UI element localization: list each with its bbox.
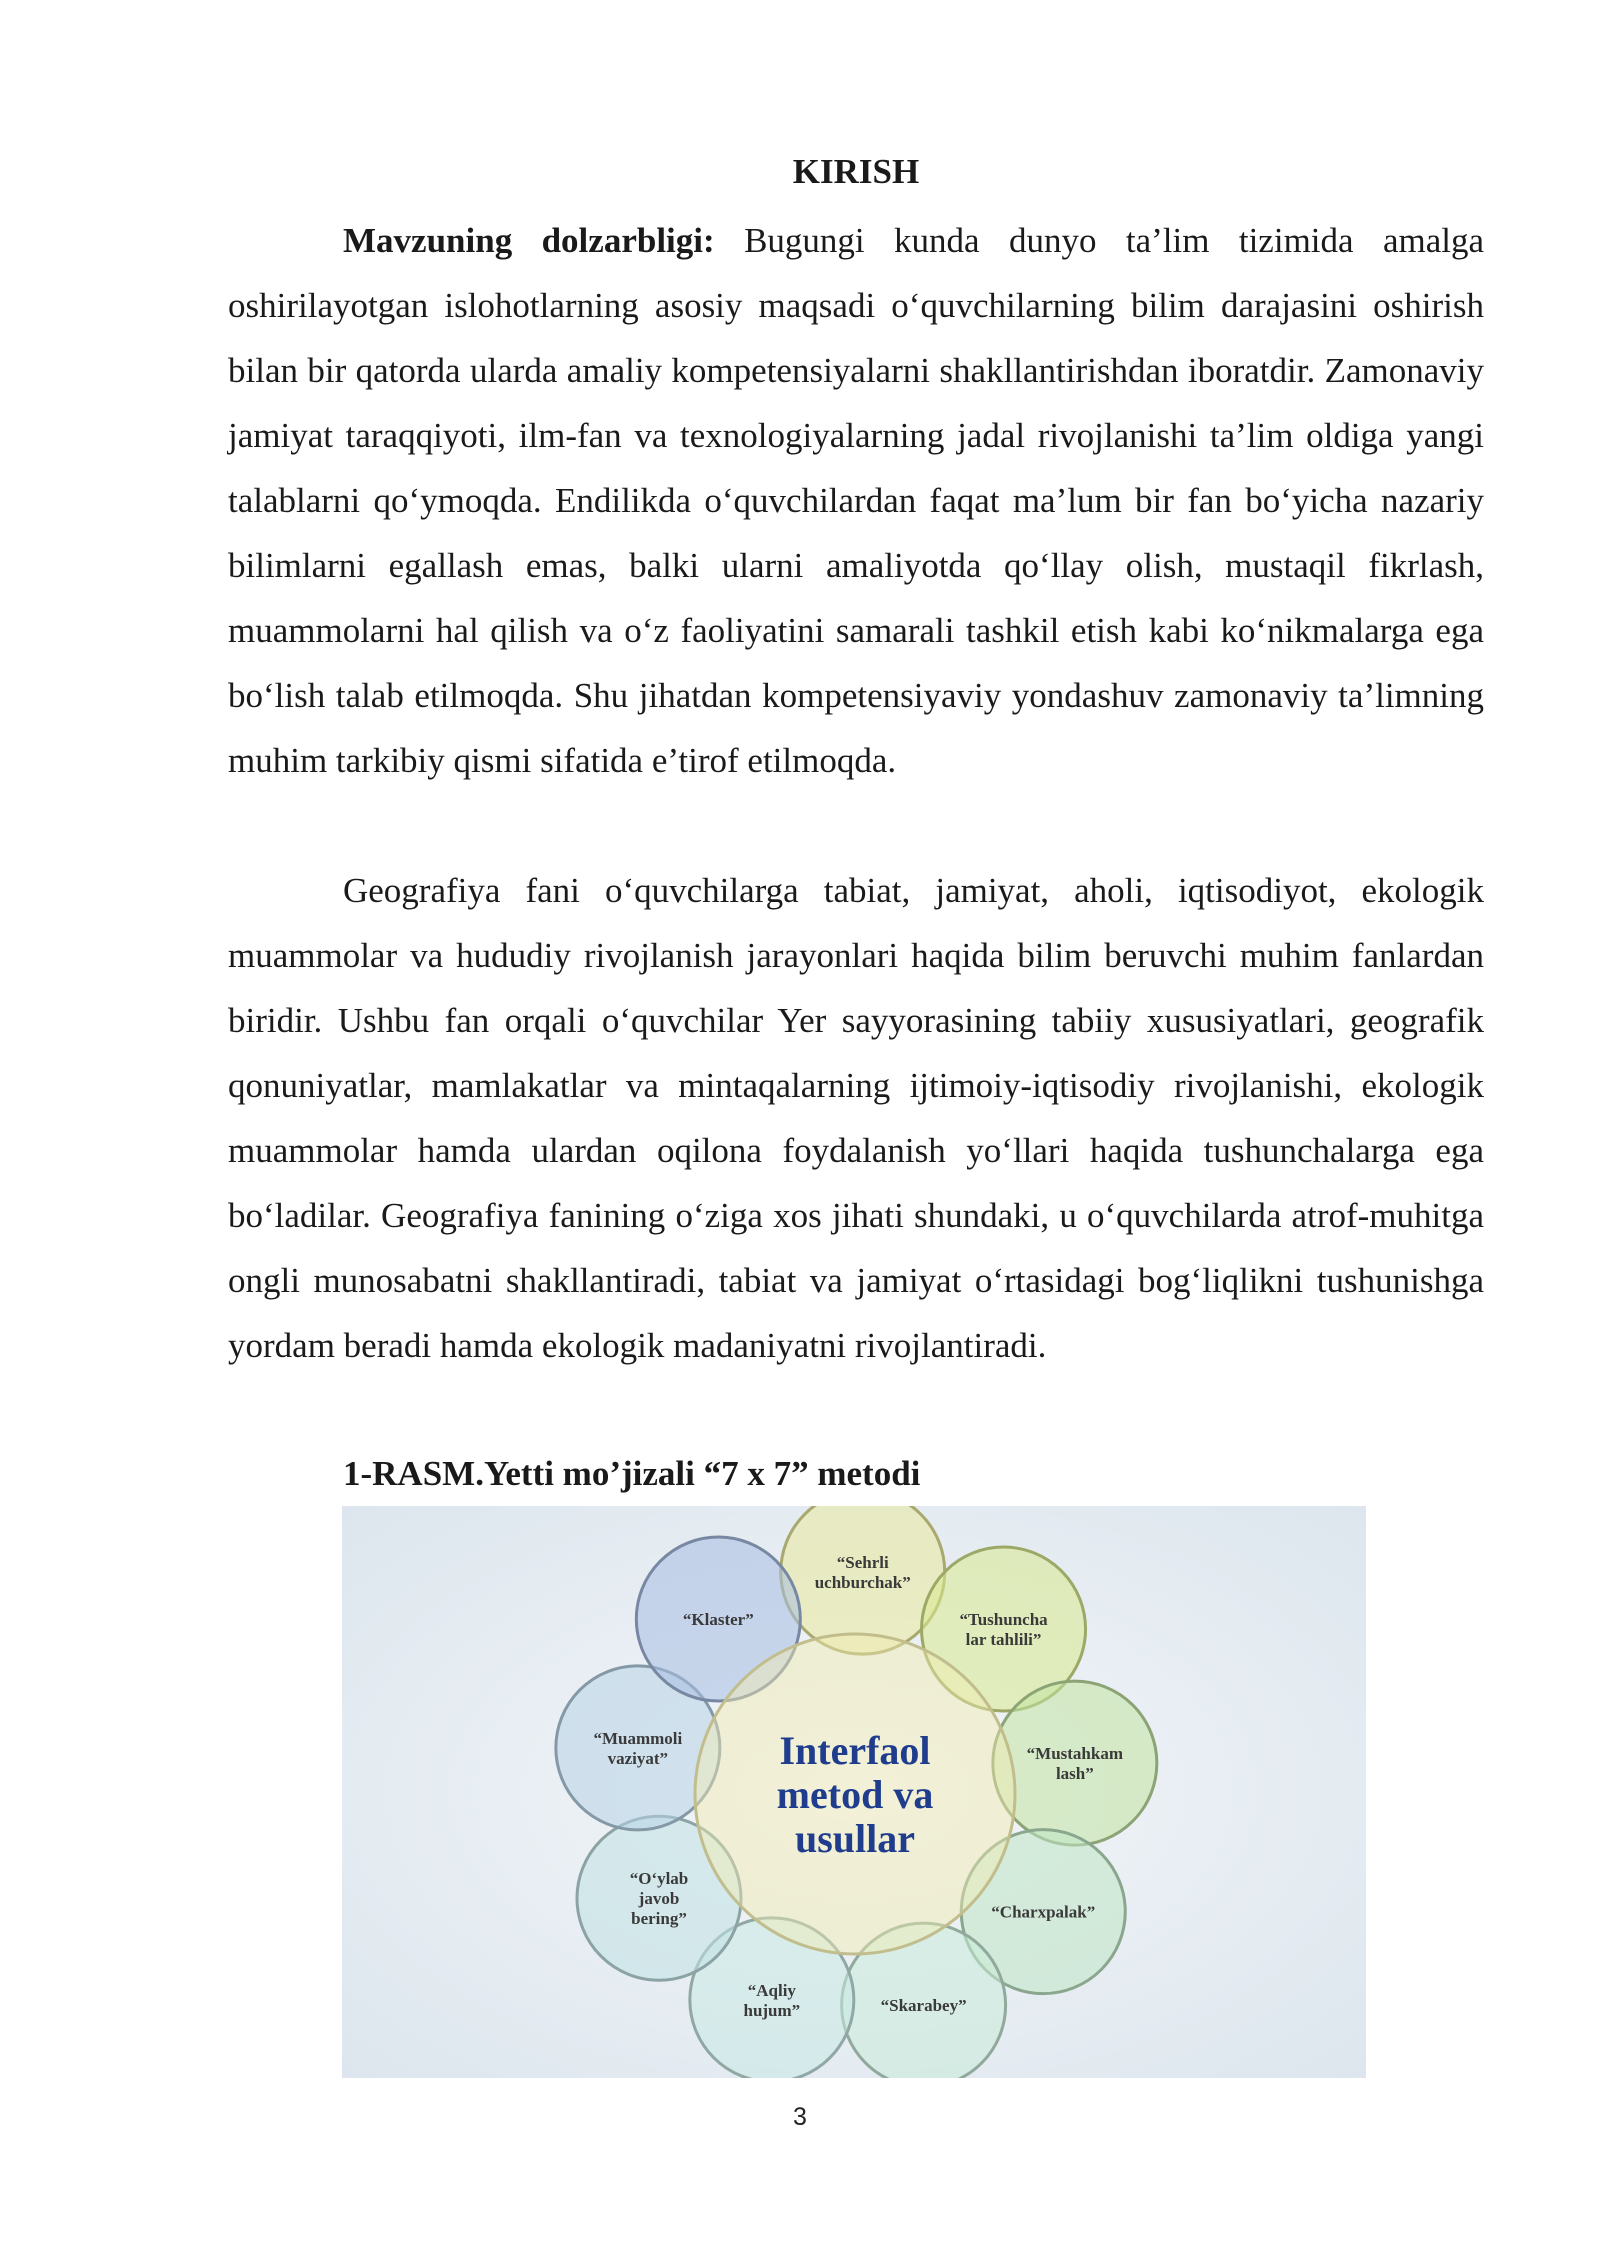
method-circle-label: “Muammoli: [593, 1728, 683, 1748]
paragraph-relevance: [228, 208, 1484, 793]
center-label: [777, 1728, 934, 1861]
paragraph-lead: Mavzuning dolzarbligi:: [343, 221, 715, 260]
method-circle-label: bering”: [631, 1909, 687, 1929]
method-circle-label: “Charxpalak”: [991, 1902, 1096, 1922]
center-label-line: metod va: [776, 1772, 934, 1817]
method-circle-label: hujum”: [743, 2000, 801, 2020]
center-label-line: usullar: [794, 1816, 916, 1861]
section-heading: KIRISH: [792, 152, 920, 191]
paragraph-geography: Geografiya fani o‘quvchilarga tabiat, jamiyat, aholi, iqtisodiyot, ekologik muammolar va hududiy rivojlanish jarayonlari haqida bilim beruvchi muhim fanlardan biridir. Ushbu fan orqali o‘quvchilar Yer sayyorasining tabiiy xususiyatlari, geografik qonuniyatlar, mamlakatlar va mintaqalarning ijtimoiy-iqtisodiy rivojlanishi, ekologik muammolar hamda ulardan oqilona foydalanish yo‘llari haqida tushunchalarga ega bo‘ladilar. Geografiya fanining o‘ziga xos jihati shundaki, u o‘quvchilarda atrof-muhitga ongli munosabatni shakllantiradi, tabiat va jamiyat o‘rtasidagi bog‘liqlikni tushunishga yordam beradi hamda ekologik madaniyatni rivojlantiradi.: [228, 871, 1484, 1365]
method-circle-label: javob: [638, 1889, 680, 1909]
method-diagram: [342, 1506, 1366, 2078]
method-circle-label: vaziyat”: [607, 1748, 669, 1768]
method-circle-label: “Klaster”: [682, 1610, 754, 1630]
method-circle-label: “Mustahkam: [1026, 1744, 1124, 1764]
method-circle-label: lar tahlili”: [965, 1630, 1042, 1650]
method-circle-label: lash”: [1055, 1764, 1094, 1784]
page-number: 3: [793, 2103, 807, 2131]
method-circle-label: “O‘ylab: [629, 1869, 689, 1889]
method-circle-label: “Sehrli: [836, 1553, 889, 1573]
method-diagram-figure: [342, 1506, 1366, 2078]
figure-caption: 1-RASM.Yetti mo’jizali “7 x 7” metodi: [343, 1454, 921, 1493]
method-circle-label: uchburchak”: [814, 1573, 911, 1593]
center-label-line: Interfaol: [779, 1728, 931, 1773]
method-circle-label: “Aqliy: [747, 1980, 796, 2000]
method-circle-label: “Tushuncha: [959, 1610, 1048, 1630]
paragraph-body: Bugungi kunda dunyo ta’lim tizimida amalga oshirilayotgan islohotlarning asosiy maqsadi o‘quvchilarning bilim darajasini oshirish bilan bir qatorda ularda amaliy kompetensiyalarni shakllantirishdan iboratdir. Zamonaviy jamiyat taraqqiyoti, ilm-fan va texnologiyalarning jadal rivojlanishi ta’lim oldiga yangi talablarni qo‘ymoqda. Endilikda o‘quvchilardan faqat ma’lum bir fan bo‘yicha nazariy bilimlarni egallash emas, balki ularni amaliyotda qo‘llay olish, mustaqil fikrlash, muammolarni hal qilish va o‘z faoliyatini samarali tashkil etish kabi ko‘nikmalarga ega bo‘lish talab etilmoqda. Shu jihatdan kompetensiyaviy yondashuv zamonaviy ta’limning muhim tarkibiy qismi sifatida e’tirof etilmoqda.: [228, 221, 1485, 780]
method-circle-label: “Skarabey”: [880, 1996, 967, 2016]
method-circle: [993, 1681, 1157, 1845]
